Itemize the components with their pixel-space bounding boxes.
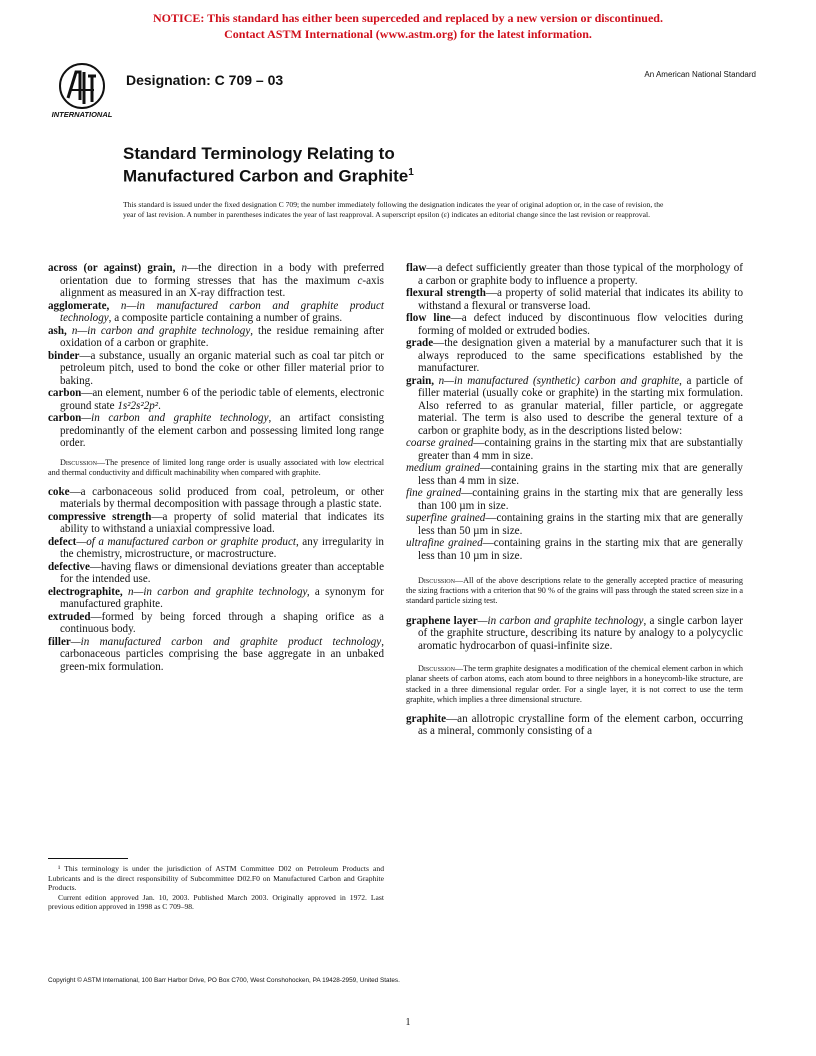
term-label: graphene layer: [406, 614, 478, 627]
term-grade: [406, 337, 743, 375]
subterm-ultrafine: [406, 537, 743, 562]
american-national-standard: An American National Standard: [644, 70, 756, 79]
term-pos: n: [438, 374, 445, 387]
term-label: defect: [48, 535, 77, 548]
term-label: extruded: [48, 610, 91, 623]
term-label: flaw: [406, 262, 427, 274]
subterm-label: superfine grained: [406, 512, 486, 524]
subterm-label: coarse grained: [406, 437, 474, 449]
term-label: defective: [48, 560, 90, 573]
term-def: —an allotropic crystalline form of the element carbon, occurring as a mineral, commonly consisting of a: [418, 712, 743, 738]
subterm-def: —containing grains in the starting mix that are generally less than 10 µm in size.: [418, 537, 743, 562]
footnote-paragraph-2: Current edition approved Jan. 10, 2003. Published March 2003. Originally approved in 1972. Last previous edition approved in 1998 as C 709–98.: [48, 892, 384, 911]
term-pos: n: [71, 324, 78, 337]
notice-banner: [0, 10, 816, 42]
term-compressive-strength: [48, 511, 384, 536]
term-def: —a defect induced by discontinuous flow velocities during forming of molded or extruded bodies.: [418, 312, 743, 337]
term-def: , a composite particle containing a number of grains.: [108, 312, 343, 324]
discussion-label: Discussion: [418, 664, 455, 674]
term-coke: [48, 486, 384, 511]
term-context: —in carbon and graphite technology: [81, 412, 269, 424]
term-def: —a carbonaceous solid produced from coal, petroleum, or other materials by thermal decomposition with passage through a plastic state.: [60, 485, 384, 511]
term-carbon-artifact: [48, 412, 384, 450]
term-label: ash,: [48, 324, 67, 337]
discussion-label: Discussion: [418, 576, 455, 585]
term-label: carbon: [48, 387, 82, 399]
right-column: [406, 262, 743, 738]
term-pos: n: [120, 299, 127, 312]
term-across-grain: [48, 262, 384, 300]
term-def: .: [158, 399, 161, 412]
discussion-text: —The term graphite designates a modification of the chemical element carbon in which planar sheets of carbon atoms, each atom bound to three neighbors in a honeycomb-like structure, are stacked in a three dimensional regular order. For a single layer, it is not correct to use the term graphite, which implies a three dimensional structure.: [406, 664, 743, 704]
term-label: binder: [48, 349, 80, 362]
title-footnote-mark: 1: [408, 167, 414, 178]
term-flexural-strength: [406, 287, 743, 312]
term-agglomerate: [48, 300, 384, 325]
title-line-2: [123, 163, 414, 186]
term-def: —formed by being forced through a shaping orifice as a continuous body.: [60, 610, 384, 636]
term-italic: c: [357, 274, 363, 287]
term-def: , a particle of filler material (usually coke or graphite) in the starting mix formulation. Also referred to as granular material, filler particle, or aggregate material. The term is also used to describe the general texture of a carbon or graphite body, as in the descriptions listed below:: [418, 374, 743, 437]
footnote-paragraph-1: ¹ This terminology is under the jurisdiction of ASTM Committee D02 on Petroleum Products and Lubricants and is the direct responsibility of Subcommittee D02.F0 on Manufactured Carbon and Graphite Products.: [48, 864, 384, 892]
term-graphene-layer: [406, 615, 743, 653]
term-def: —a property of solid material that indicates its ability to withstand a flexural or transverse load.: [418, 287, 744, 312]
term-def: —a property of solid material that indicates its ability to withstand a uniaxial compressive load.: [60, 510, 385, 536]
intro-paragraph: This standard is issued under the fixed designation C 709; the number immediately following the designation indicates the year of original adoption or, in the case of revision, the year of last revision. A number in parentheses indicates the year of last reapproval. A superscript epsilon (ε) indicates an editorial change since the last revision or reapproval.: [123, 200, 664, 219]
term-label: grain,: [406, 374, 435, 387]
term-label: across (or against) grain,: [48, 262, 176, 274]
term-context: —in carbon and graphite technology: [77, 324, 251, 337]
term-def: , an artifact consisting predominantly of the element carbon and possessing limited long range order.: [60, 412, 385, 449]
subterm-medium: [406, 462, 743, 487]
subterm-label: ultrafine grained: [406, 537, 483, 549]
term-label: flow line: [406, 312, 451, 324]
term-context: —in carbon and graphite technology: [477, 614, 644, 627]
subterm-def: —containing grains in the starting mix that are substantially greater than 4 mm in size.: [418, 437, 743, 462]
subterm-def: —containing grains in the starting mix that are generally less than 50 µm in size.: [418, 512, 743, 537]
term-flaw: [406, 262, 743, 287]
term-label: filler: [48, 635, 71, 648]
discussion-carbon: [48, 458, 384, 478]
term-def: —a substance, usually an organic material such as coal tar pitch or petroleum pitch, used to bond the coke or other filler material prior to baking.: [60, 349, 384, 387]
term-def: , any irregularity in the chemistry, microstructure, or macrostructure.: [60, 535, 384, 561]
term-label: flexural strength: [406, 287, 486, 299]
discussion-grain: [406, 576, 743, 607]
page-number: 1: [405, 1017, 411, 1028]
term-filler: [48, 636, 384, 674]
discussion-label: Discussion: [60, 457, 97, 467]
subterm-coarse: [406, 437, 743, 462]
notice-line-1: NOTICE: This standard has either been superceded and replaced by a new version or discontinued.: [153, 11, 663, 25]
term-electrographite: [48, 586, 384, 611]
term-defect: [48, 536, 384, 561]
left-column: [48, 262, 384, 673]
term-def: , the residue remaining after oxidation of a carbon or graphite.: [60, 324, 384, 349]
term-def: —a defect sufficiently greater than those typical of the morphology of a carbon or graphite body to influence a property.: [418, 262, 743, 287]
discussion-text: —The presence of limited long range order is usually associated with low electrical and thermal conductivity and difficult machinability when compared with graphite.: [48, 457, 384, 477]
term-context: —in manufactured carbon and graphite product technology: [60, 299, 384, 324]
term-def: , carbonaceous particles comprising the base aggregate in an unbaked green-mix formulation.: [60, 635, 384, 673]
term-label: compressive strength: [48, 510, 152, 523]
subterm-label: medium grained: [406, 462, 480, 474]
term-carbon-element: [48, 387, 384, 412]
designation: Designation: C 709 – 03: [126, 72, 284, 88]
copyright-line: Copyright © ASTM International, 100 Barr Harbor Drive, PO Box C700, West Conshohocken, PA 19428-2959, United States.: [48, 977, 400, 984]
term-extruded: [48, 611, 384, 636]
term-label: coke: [48, 485, 70, 498]
term-label: graphite: [406, 712, 447, 725]
term-def: , a single carbon layer of the graphite structure, describing its nature by analogy to a polycyclic aromatic hydrocarbon of quasi-infinite size.: [418, 614, 743, 652]
term-defective: [48, 561, 384, 586]
subterm-def: —containing grains in the starting mix that are generally less than 4 mm in size.: [418, 462, 743, 487]
term-grain: [406, 375, 743, 438]
astm-logo-icon: [46, 60, 118, 122]
term-def: —the direction in a body with preferred orientation due to forming stresses that has the maximum: [60, 262, 385, 287]
term-context: —in manufactured carbon and graphite product technology: [70, 635, 382, 648]
term-def: —an element, number 6 of the periodic table of elements, electronic ground state: [60, 387, 384, 412]
subterm-fine: [406, 487, 743, 512]
footnote-rule: [48, 858, 128, 859]
term-def: —the designation given a material by a manufacturer such that it is always reproduced to the same specifications established by the manufacturer.: [418, 337, 743, 374]
discussion-graphene: [406, 664, 743, 705]
notice-line-2: Contact ASTM International (www.astm.org) for the latest information.: [224, 27, 592, 41]
title-line-2-text: Manufactured Carbon and Graphite: [123, 166, 409, 186]
term-label: carbon: [48, 412, 82, 424]
term-flow-line: [406, 312, 743, 337]
term-label: agglomerate,: [48, 299, 110, 312]
term-label: grade: [406, 337, 434, 349]
term-binder: [48, 350, 384, 388]
subterm-def: —containing grains in the starting mix that are generally less than 100 µm in size.: [418, 487, 743, 512]
term-ash: [48, 325, 384, 350]
term-pos: n: [181, 262, 188, 274]
term-context: —in manufactured (synthetic) carbon and graphite: [444, 374, 680, 387]
subterm-superfine: [406, 512, 743, 537]
term-context: —of a manufactured carbon or graphite product: [76, 535, 296, 548]
term-graphite: [406, 713, 743, 738]
term-def: -axis alignment as measured in an X-ray diffraction test.: [60, 274, 384, 299]
subterm-label: fine grained: [406, 487, 462, 499]
term-context: —in carbon and graphite technology,: [133, 585, 310, 598]
term-label: electrographite,: [48, 585, 123, 598]
footnote: [48, 864, 384, 912]
title-line-1: Standard Terminology Relating to: [123, 144, 395, 163]
astm-logo: [46, 60, 118, 122]
term-def: —having flaws or dimensional deviations greater than acceptable for the intended use.: [60, 560, 384, 586]
electronic-state: 1s²2s²2p²: [117, 399, 159, 412]
term-pos: n: [127, 585, 134, 598]
document-title: [123, 144, 414, 186]
discussion-text: —All of the above descriptions relate to the generally accepted practice of measuring the sizing fractions with a criterion that 90 % of the grains will pass through the stated screen size in a standard particle sizing test.: [406, 576, 743, 606]
logo-text: INTERNATIONAL: [51, 110, 113, 119]
term-def: a synonym for manufactured graphite.: [60, 585, 384, 611]
